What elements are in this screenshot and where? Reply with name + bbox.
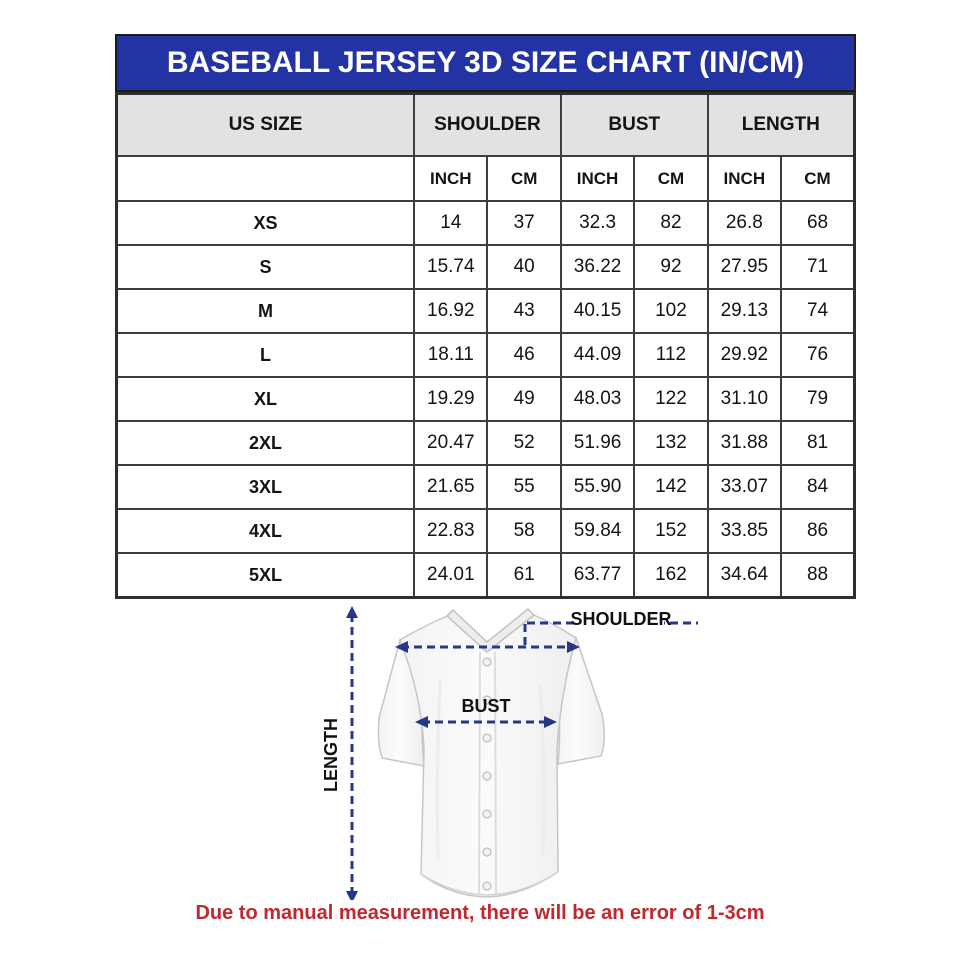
unit-length-cm: CM bbox=[781, 156, 854, 201]
cell-value: 32.3 bbox=[561, 201, 634, 245]
cell-value: 48.03 bbox=[561, 377, 634, 421]
units-empty-cell bbox=[117, 156, 415, 201]
cell-value: 34.64 bbox=[708, 553, 781, 598]
cell-value: 24.01 bbox=[414, 553, 487, 598]
cell-value: 142 bbox=[634, 465, 707, 509]
size-label: XS bbox=[117, 201, 415, 245]
size-label: 5XL bbox=[117, 553, 415, 598]
chart-title-bar bbox=[115, 34, 856, 92]
cell-value: 27.95 bbox=[708, 245, 781, 289]
size-label: L bbox=[117, 333, 415, 377]
cell-value: 51.96 bbox=[561, 421, 634, 465]
cell-value: 36.22 bbox=[561, 245, 634, 289]
cell-value: 55.90 bbox=[561, 465, 634, 509]
size-label: 4XL bbox=[117, 509, 415, 553]
cell-value: 31.88 bbox=[708, 421, 781, 465]
size-label: XL bbox=[117, 377, 415, 421]
cell-value: 92 bbox=[634, 245, 707, 289]
table-row bbox=[117, 333, 855, 377]
cell-value: 40.15 bbox=[561, 289, 634, 333]
cell-value: 40 bbox=[487, 245, 560, 289]
unit-bust-inch: INCH bbox=[561, 156, 634, 201]
cell-value: 29.13 bbox=[708, 289, 781, 333]
table-row bbox=[117, 377, 855, 421]
unit-bust-cm: CM bbox=[634, 156, 707, 201]
cell-value: 46 bbox=[487, 333, 560, 377]
unit-shoulder-cm: CM bbox=[487, 156, 560, 201]
jersey-illustration bbox=[378, 609, 604, 897]
cell-value: 19.29 bbox=[414, 377, 487, 421]
cell-value: 76 bbox=[781, 333, 854, 377]
cell-value: 22.83 bbox=[414, 509, 487, 553]
cell-value: 49 bbox=[487, 377, 560, 421]
length-label: LENGTH bbox=[321, 718, 341, 792]
cell-value: 63.77 bbox=[561, 553, 634, 598]
table-row bbox=[117, 245, 855, 289]
size-label: 3XL bbox=[117, 465, 415, 509]
cell-value: 14 bbox=[414, 201, 487, 245]
cell-value: 88 bbox=[781, 553, 854, 598]
cell-value: 162 bbox=[634, 553, 707, 598]
cell-value: 15.74 bbox=[414, 245, 487, 289]
chart-title: BASEBALL JERSEY 3D SIZE CHART (IN/CM) bbox=[166, 46, 805, 79]
cell-value: 16.92 bbox=[414, 289, 487, 333]
table-row bbox=[117, 465, 855, 509]
cell-value: 79 bbox=[781, 377, 854, 421]
cell-value: 18.11 bbox=[414, 333, 487, 377]
table-row bbox=[117, 553, 855, 598]
size-chart-table bbox=[115, 92, 856, 599]
cell-value: 132 bbox=[634, 421, 707, 465]
table-row bbox=[117, 421, 855, 465]
cell-value: 52 bbox=[487, 421, 560, 465]
table-row bbox=[117, 201, 855, 245]
cell-value: 44.09 bbox=[561, 333, 634, 377]
cell-value: 58 bbox=[487, 509, 560, 553]
cell-value: 43 bbox=[487, 289, 560, 333]
bust-label: BUST bbox=[461, 696, 511, 716]
unit-length-inch: INCH bbox=[708, 156, 781, 201]
measurement-diagram bbox=[0, 600, 960, 900]
cell-value: 122 bbox=[634, 377, 707, 421]
cell-value: 26.8 bbox=[708, 201, 781, 245]
header-length: LENGTH bbox=[708, 94, 855, 157]
size-label: M bbox=[117, 289, 415, 333]
table-group-header-row bbox=[117, 94, 855, 157]
size-label: S bbox=[117, 245, 415, 289]
cell-value: 21.65 bbox=[414, 465, 487, 509]
jersey-diagram-svg bbox=[0, 600, 960, 900]
cell-value: 86 bbox=[781, 509, 854, 553]
header-shoulder: SHOULDER bbox=[414, 94, 561, 157]
cell-value: 61 bbox=[487, 553, 560, 598]
cell-value: 81 bbox=[781, 421, 854, 465]
unit-shoulder-inch: INCH bbox=[414, 156, 487, 201]
table-row bbox=[117, 509, 855, 553]
cell-value: 112 bbox=[634, 333, 707, 377]
cell-value: 33.85 bbox=[708, 509, 781, 553]
measurement-error-note: Due to manual measurement, there will be an error of 1-3cm bbox=[195, 902, 765, 924]
table-row bbox=[117, 289, 855, 333]
cell-value: 84 bbox=[781, 465, 854, 509]
cell-value: 102 bbox=[634, 289, 707, 333]
cell-value: 31.10 bbox=[708, 377, 781, 421]
table-units-row bbox=[117, 156, 855, 201]
cell-value: 37 bbox=[487, 201, 560, 245]
cell-value: 82 bbox=[634, 201, 707, 245]
shoulder-label: SHOULDER bbox=[570, 609, 672, 629]
cell-value: 20.47 bbox=[414, 421, 487, 465]
cell-value: 59.84 bbox=[561, 509, 634, 553]
size-label: 2XL bbox=[117, 421, 415, 465]
cell-value: 71 bbox=[781, 245, 854, 289]
cell-value: 55 bbox=[487, 465, 560, 509]
cell-value: 74 bbox=[781, 289, 854, 333]
cell-value: 33.07 bbox=[708, 465, 781, 509]
cell-value: 29.92 bbox=[708, 333, 781, 377]
cell-value: 68 bbox=[781, 201, 854, 245]
header-bust: BUST bbox=[561, 94, 708, 157]
header-us-size: US SIZE bbox=[117, 94, 415, 157]
cell-value: 152 bbox=[634, 509, 707, 553]
